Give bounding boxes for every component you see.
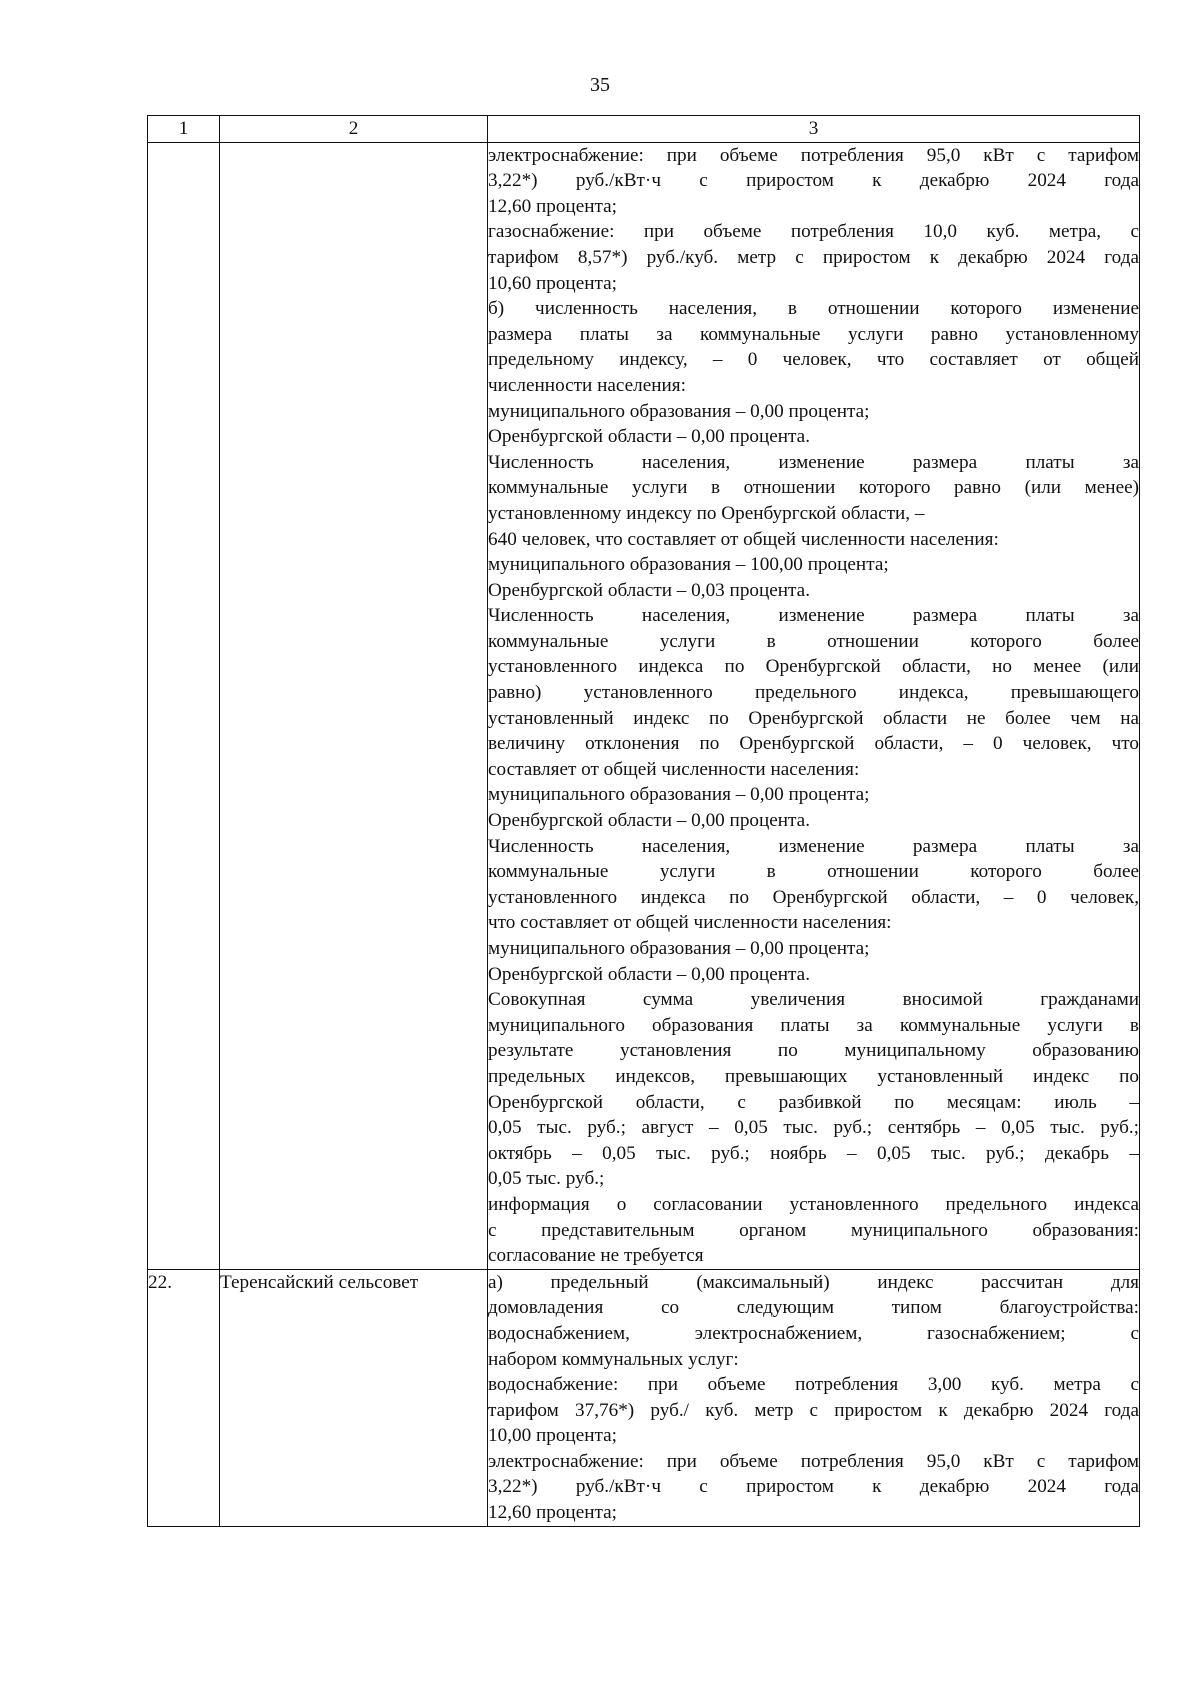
text-line: Оренбургской области – 0,00 процента. (488, 810, 810, 832)
text-line: численности населения: (488, 374, 686, 396)
description-cell (488, 142, 1140, 1269)
text-line: установленного индекса по Оренбургской области, но менее (или (488, 656, 1139, 678)
text-line: Численность населения, изменение размера платы за (488, 451, 1139, 473)
column-header-3: 3 (488, 116, 1140, 143)
text-line: коммунальные услуги в отношении которого более (488, 630, 1139, 652)
text-line: Оренбургской области, с разбивкой по месяцам: июль – (488, 1091, 1139, 1113)
text-line: с представительным органом муниципального образования: (488, 1219, 1139, 1241)
row-number-cell: 22. (148, 1269, 220, 1526)
text-line: что составляет от общей численности населения: (488, 912, 892, 934)
text-line: составляет от общей численности населения: (488, 758, 860, 780)
text-line: муниципального образования платы за коммунальные услуги в (488, 1014, 1139, 1036)
text-line: установленного индекса по Оренбургской области, – 0 человек, (488, 886, 1139, 908)
text-line: муниципального образования – 100,00 процента; (488, 554, 889, 576)
text-line: 10,60 процента; (488, 272, 617, 294)
text-line: муниципального образования – 0,00 процента; (488, 938, 870, 959)
text-line: 3,22*) руб./кВт·ч с приростом к декабрю 2024 года (488, 1476, 1139, 1498)
text-line: домовладения со следующим типом благоустройства: (488, 1297, 1139, 1319)
text-line: Численность населения, изменение размера платы за (488, 605, 1139, 627)
text-line: тарифом 8,57*) руб./куб. метр с приростом к декабрю 2024 года (488, 246, 1139, 268)
table-row (148, 142, 1140, 1269)
text-line: газоснабжение: при объеме потребления 10,0 куб. метра, с (488, 221, 1139, 243)
text-line: б) численность населения, в отношении которого изменение (488, 298, 1139, 320)
text-line: водоснабжением, электроснабжением, газоснабжением; с (488, 1322, 1139, 1344)
text-line: а) предельный (максимальный) индекс рассчитан для (488, 1271, 1139, 1293)
row-number-cell (148, 142, 220, 1269)
text-line: 640 человек, что составляет от общей численности населения: (488, 528, 999, 550)
text-line: Оренбургской области – 0,00 процента. (488, 963, 810, 985)
text-line: установленный индекс по Оренбургской области не более чем на (488, 707, 1139, 729)
text-line: Оренбургской области – 0,03 процента. (488, 579, 810, 601)
description-cell (488, 1269, 1140, 1526)
text-line: размера платы за коммунальные услуги равно установленному (488, 323, 1139, 345)
text-line: 0,05 тыс. руб.; август – 0,05 тыс. руб.; сентябрь – 0,05 тыс. руб.; (488, 1117, 1139, 1139)
document-table (147, 115, 1140, 1527)
text-line: информация о согласовании установленного предельного индекса (488, 1193, 1139, 1215)
text-line: октябрь – 0,05 тыс. руб.; ноябрь – 0,05 тыс. руб.; декабрь – (488, 1142, 1139, 1164)
column-header-2: 2 (220, 116, 488, 143)
text-line: предельному индексу, – 0 человек, что составляет от общей (488, 349, 1139, 371)
text-line: набором коммунальных услуг: (488, 1348, 739, 1370)
table-header-row (148, 116, 1140, 143)
text-line: согласование не требуется (488, 1245, 704, 1267)
text-line: 3,22*) руб./кВт·ч с приростом к декабрю 2024 года (488, 170, 1139, 192)
text-line: 10,00 процента; (488, 1425, 617, 1447)
text-line: электроснабжение: при объеме потребления 95,0 кВт с тарифом (488, 1450, 1139, 1472)
text-line: муниципального образования – 0,00 процента; (488, 400, 870, 422)
page-number: 35 (590, 74, 610, 96)
text-line: тарифом 37,76*) руб./ куб. метр с приростом к декабрю 2024 года (488, 1399, 1139, 1421)
text-line: коммунальные услуги в отношении которого более (488, 861, 1139, 883)
text-line: Совокупная сумма увеличения вносимой гражданами (488, 989, 1139, 1011)
column-header-1: 1 (148, 116, 220, 143)
text-line: 12,60 процента; (488, 1502, 617, 1524)
text-line: муниципального образования – 0,00 процента; (488, 784, 870, 806)
text-line: Оренбургской области – 0,00 процента. (488, 426, 810, 448)
text-line: электроснабжение: при объеме потребления 95,0 кВт с тарифом (488, 144, 1139, 166)
text-line: коммунальные услуги в отношении которого равно (или менее) (488, 477, 1139, 499)
text-line: 0,05 тыс. руб.; (488, 1168, 605, 1190)
text-line: величину отклонения по Оренбургской области, – 0 человек, что (488, 733, 1139, 755)
text-line: водоснабжение: при объеме потребления 3,00 куб. метра с (488, 1374, 1139, 1396)
text-line: установленному индексу по Оренбургской области, – (488, 502, 925, 524)
municipality-name-cell (220, 142, 488, 1269)
text-line: предельных индексов, превышающих установленный индекс по (488, 1065, 1139, 1087)
text-line: 12,60 процента; (488, 195, 617, 217)
municipality-name-cell: Теренсайский сельсовет (220, 1269, 488, 1526)
table-row (148, 1269, 1140, 1526)
text-line: равно) установленного предельного индекса, превышающего (488, 682, 1139, 704)
text-line: Численность населения, изменение размера платы за (488, 835, 1139, 857)
text-line: результате установления по муниципальному образованию (488, 1040, 1139, 1062)
